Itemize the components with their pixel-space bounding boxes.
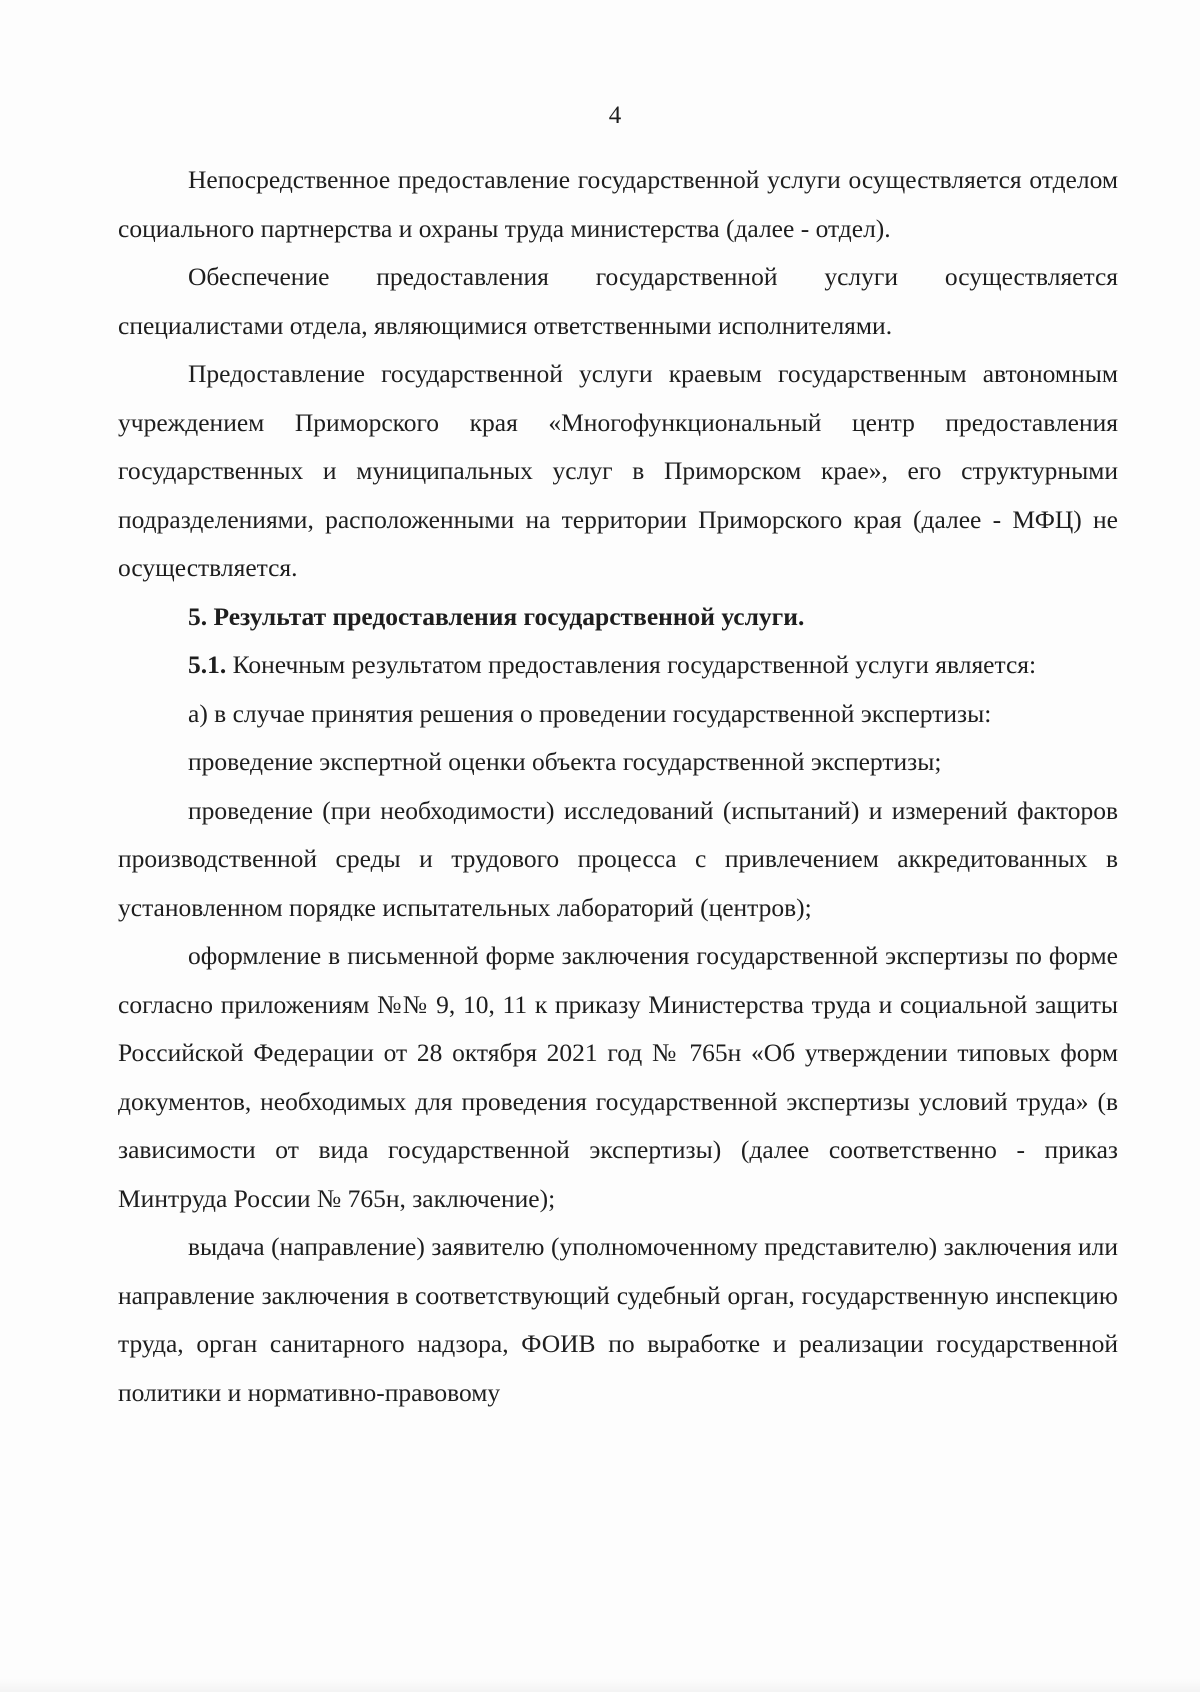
paragraph: Непосредственное предоставление государственной услуги осуществляется отделом социального партнерства и охраны труда министерства (далее - отдел). (118, 165, 1118, 243)
clause-text: Конечным результатом предоставления государственной услуги является: (232, 650, 1037, 679)
clause-number: 5.1. (188, 650, 227, 679)
result-item: выдача (направление) заявителю (уполномоченному представителю) заключения или направление заключения в соответствующий судебный орган, государственную инспекцию труда, орган санитарного надзора, ФОИВ по выработке и реализации государственной политики и нормативно-правовому (118, 1232, 1118, 1407)
page-number: 4 (608, 102, 622, 129)
clause-paragraph (118, 641, 1118, 690)
result-item: оформление в письменной форме заключения государственной экспертизы по форме согласно приложениям №№ 9, 10, 11 к приказу Министерства труда и социальной защиты Российской Федерации от 28 октября 2021 год № 765н «Об утверждении типовых форм документов, необходимых для проведения государственной экспертизы условий труда» (в зависимости от вида государственной экспертизы) (далее соответственно - приказ Минтруда России № 765н, заключение); (118, 941, 1118, 1213)
result-item: проведение экспертной оценки объекта государственной экспертизы; (188, 747, 942, 776)
result-item: а) в случае принятия решения о проведении государственной экспертизы: (188, 698, 992, 728)
paragraph: Обеспечение предоставления государственной услуги осуществляется специалистами отдела, являющимися ответственными исполнителями. (118, 262, 1118, 340)
scan-edge-shadow (0, 1678, 1200, 1692)
result-item: проведение (при необходимости) исследований (испытаний) и измерений факторов производственной среды и трудового процесса с привлечением аккредитованных в установленном порядке испытательных лабораторий (центров); (118, 795, 1118, 922)
paragraph: Предоставление государственной услуги краевым государственным автономным учреждением Приморского края «Многофункциональный центр предоставления государственных и муниципальных услуг в Приморском крае», его структурными подразделениями, расположенными на территории Приморского края (далее - МФЦ) не осуществляется. (118, 359, 1118, 582)
section-heading: 5. Результат предоставления государственной услуги. (188, 601, 805, 631)
document-body (118, 156, 1118, 1417)
